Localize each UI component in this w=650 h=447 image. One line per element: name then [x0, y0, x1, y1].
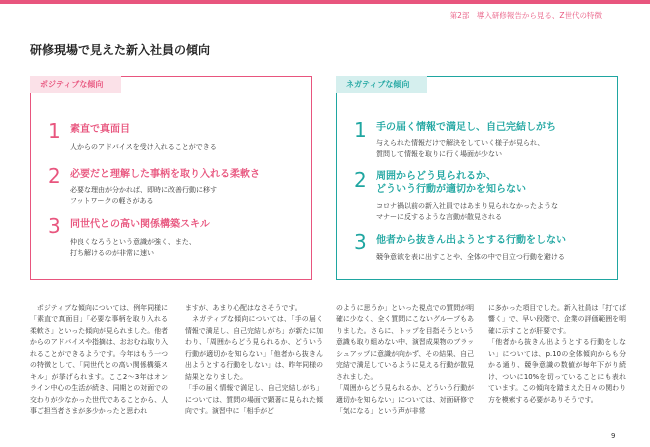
- chapter-header: 第2部 導入研修報告から見る、Z世代の特徴: [449, 11, 602, 20]
- item-description: 質問して情報を取りに行く場面が少ない: [376, 150, 502, 158]
- item-description: 仲良くなろうという意識が強く、また、: [70, 238, 196, 246]
- item-number: 1: [48, 119, 61, 143]
- item-description: 与えられた情報だけで解決をしていく様子が見られ、: [376, 139, 545, 147]
- item-heading: どういう行動が適切かを知らない: [376, 184, 526, 195]
- item-number: 2: [354, 168, 367, 192]
- item-heading: 同世代との高い関係構築スキル: [70, 219, 210, 230]
- item-number: 3: [354, 230, 367, 254]
- body-paragraph: のように思うか」といった視点での質問が明確に少なく、全く質問にこないグループもありました。さらに、トップを目指そうという意識も取り組めない中、演習成果物のブラッシュアップに意識が向かず、その結果、自己完結で満足しているように見える行動が散見されました。 「周囲からどう見られるか、どういう行動が適切かを知らない」については、対面研修で「気になる」という声が非常: [336, 304, 474, 416]
- item-description: フットワークの軽さがある: [70, 197, 154, 205]
- page-title: 研修現場で見えた新入社員の傾向: [30, 43, 211, 57]
- negative-tag: ネガティブな傾向: [336, 76, 427, 93]
- item-heading: 他者から抜きん出ようとする行動をしない: [376, 235, 566, 246]
- negative-trends-box: [336, 76, 618, 280]
- item-heading: 必要だと理解した事柄を取り入れる柔軟さ: [70, 169, 260, 180]
- item-number: 3: [48, 214, 61, 238]
- item-description: マナーに反するような言動が散見される: [376, 213, 502, 221]
- item-description: 打ち解けるのが非常に速い: [70, 249, 154, 257]
- item-heading: 手の届く情報で満足し、自己完結しがち: [376, 122, 556, 133]
- body-column-1: [30, 303, 168, 443]
- body-paragraph: ポジティブな傾向については、例年同様に「素直で真面目」「必要な事柄を取り入れる柔軟さ」といった傾向が見られました。他者からのアドバイスや指摘は、おおむね取り入れることができるようです。今年はもう一つの特徴として、「同世代との高い関係構築スキル」が挙げられます。ここ2〜3年はオンライン中心の生活が続き、同期との対面での交わりが少なかった世代であることから、人事ご担当者さまが多少かったと思われ: [30, 304, 168, 416]
- body-column-2: [185, 303, 323, 443]
- item-description: 人からのアドバイスを受け入れることができる: [70, 143, 217, 151]
- body-column-4: [488, 303, 626, 443]
- body-column-3: [336, 303, 474, 443]
- item-number: 1: [354, 118, 367, 142]
- item-description: コロナ禍以前の新入社員ではあまり見られなかったような: [376, 202, 558, 210]
- item-description: 競争意欲を表に出すことや、全体の中で目立つ行動を避ける: [376, 253, 565, 261]
- item-number: 2: [48, 164, 61, 188]
- top-accent-bar: [0, 0, 650, 4]
- page-number: 9: [611, 432, 616, 440]
- item-description: 必要な理由が分かれば、即時に改善行動に移す: [70, 186, 217, 194]
- positive-trends-box: [30, 76, 312, 280]
- body-paragraph: ますが、あまり心配はなさそうです。 ネガティブな傾向については、「手の届く情報で満足し、自己完結しがち」が新たに加わり、「周囲からどう見られるか、どういう行動が適切かを知らない」「他者から抜きん出ようとする行動をしない」は、昨年同様の結果となりました。 「手の届く情報で満足し、自己完結しがち」については、質問の場面で顕著に見られた傾向です。演習中に「相手がど: [185, 304, 323, 416]
- item-heading: 素直で真面目: [70, 124, 130, 135]
- positive-tag: ポジティブな傾向: [30, 76, 121, 93]
- body-paragraph: に多かった項目でした。新入社員は「打てば響く」で、早い段階で、企業の評価範囲を明確に示すことが肝要です。 「他者から抜きん出ようとする行動をしない」については、p.10の全体傾向からも分かる通り、競争意識の数値が毎年下がり続け、ついに10%を切っていることにも表れています。この傾向を踏まえた日々の関わり方を模索する必要がありそうです。: [488, 304, 626, 404]
- item-heading: 周囲からどう見られるか、: [376, 171, 496, 182]
